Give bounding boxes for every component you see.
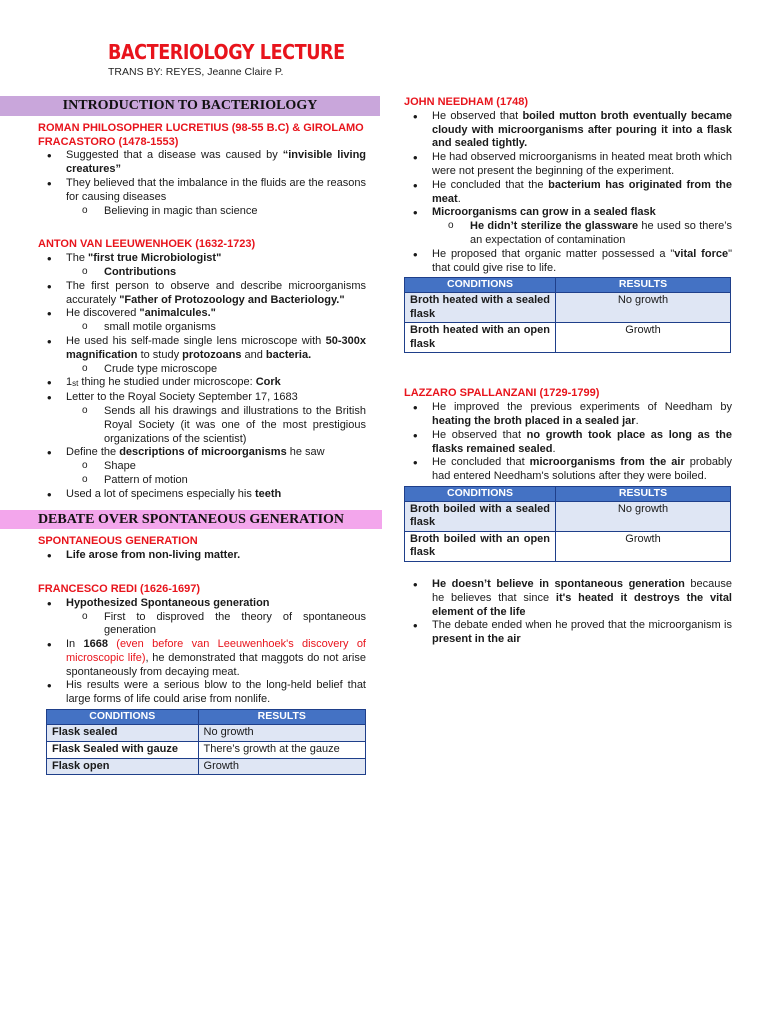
list-item: • The debate ended when he proved that the microorganism is present in the air [404,619,732,647]
sub-list-item: o Contributions [38,266,366,280]
list-item: • Define the descriptions of microorganisms he saw [38,446,366,460]
heading-redi: FRANCESCO REDI (1626-1697) [38,582,200,595]
list-item: • Microorganisms can grow in a sealed flask [404,206,732,220]
heading-leeuwenhoek: ANTON VAN LEEUWENHOEK (1632-1723) [38,238,256,251]
redi-results-table [46,709,366,775]
leeuwenhoek-list [38,252,366,501]
table-header: CONDITIONS [47,710,199,725]
table-header: CONDITIONS [405,278,556,293]
table-header: CONDITIONS [405,486,556,501]
left-column [38,96,366,775]
list-item: • He concluded that microorganisms from the air probably had entered Needham's solutions after they were boiled. [404,456,732,484]
sub-list-item: o small motile organisms [38,321,366,335]
list-item: • They believed that the imbalance in the fluids are the reasons for causing diseases [38,177,366,205]
list-item: • Hypothesized Spontaneous generation [38,597,366,611]
list-item: • He had observed microorganisms in heated meat broth which were not present the beginning of the experiment. [404,151,732,179]
spallanzani-results-table [404,486,731,562]
sub-list-item: o Pattern of motion [38,474,366,488]
sub-list-item: o First to disproved the theory of spontaneous generation [38,611,366,639]
right-column [404,96,732,647]
list-item: • He used his self-made single lens microscope with 50-300x magnification to study protozoans and bacteria. [38,335,366,363]
list-item: • The "first true Microbiologist" [38,252,366,266]
spallanzani-conclusion-list [404,578,732,647]
page-title: BACTERIOLOGY LECTURE [108,40,345,64]
list-item: • He discovered "animalcules." [38,307,366,321]
list-item: • He concluded that the bacterium has originated from the meat. [404,179,732,207]
heading-lucretius: ROMAN PHILOSOPHER LUCRETIUS (98-55 B.C) & GIROLAMO FRACASTORO (1478-1553) [38,121,364,148]
list-item: • He improved the previous experiments of Needham by heating the broth placed in a sealed jar. [404,401,732,429]
sub-list-item: o He didn’t sterilize the glassware he used so there’s an expectation of contamination [404,220,732,248]
table-row: Broth heated with an open flask Growth [405,323,731,353]
table-row: Flask open Growth [47,758,366,775]
list-item: • He proposed that organic matter possessed a "vital force" that could give rise to life. [404,248,732,276]
list-item: • 1st thing he studied under microscope: Cork [38,376,366,391]
needham-list [404,110,732,276]
list-item: • His results were a serious blow to the long-held belief that large forms of life could arise from nonlife. [38,679,366,707]
list-item: • The first person to observe and describe microorganisms accurately "Father of Protozoology and Bacteriology." [38,280,366,308]
needham-results-table [404,277,731,353]
table-header: RESULTS [198,710,365,725]
section-banner-introduction: INTRODUCTION TO BACTERIOLOGY [0,96,380,116]
list-item: • Life arose from non-living matter. [38,549,366,563]
spallanzani-list [404,401,732,484]
sub-list-item: o Believing in magic than science [38,205,366,219]
spontaneous-list [38,549,366,563]
lucretius-list [38,149,366,218]
table-header: RESULTS [556,486,731,501]
sub-list-item: o Sends all his drawings and illustrations to the British Royal Society (it was one of the most prestigious organizations of the scientist) [38,405,366,446]
table-header: RESULTS [556,278,731,293]
table-row: Broth heated with a sealed flask No growth [405,293,731,323]
list-item: • He doesn’t believe in spontaneous generation because he believes that since it's heated it destroys the vital element of the life [404,578,732,619]
list-item: • In 1668 (even before van Leeuwenhoek's discovery of microscopic life), he demonstrated that maggots do not arise spontaneously from decaying meat. [38,638,366,679]
list-item: • He observed that no growth took place as long as the flasks remained sealed. [404,429,732,457]
list-item: • Letter to the Royal Society September 17, 1683 [38,391,366,405]
heading-spontaneous-generation: SPONTANEOUS GENERATION [38,535,198,548]
heading-needham: JOHN NEEDHAM (1748) [404,96,529,108]
table-row: Flask sealed No growth [47,725,366,742]
sub-list-item: o Crude type microscope [38,363,366,377]
sub-list-item: o Shape [38,460,366,474]
list-item: • Used a lot of specimens especially his teeth [38,488,366,502]
table-row: Broth boiled with a sealed flask No growth [405,501,731,531]
list-item: • Suggested that a disease was caused by “invisible living creatures” [38,149,366,177]
table-row: Flask Sealed with gauze There’s growth at the gauze [47,741,366,758]
heading-spallanzani: LAZZARO SPALLANZANI (1729-1799) [404,387,600,400]
translator-credit: TRANS BY: REYES, Jeanne Claire P. [108,66,284,78]
table-row: Broth boiled with an open flask Growth [405,531,731,561]
section-banner-spontaneous-generation: DEBATE OVER SPONTANEOUS GENERATION [0,510,382,530]
list-item: • He observed that boiled mutton broth eventually became cloudy with microorganisms after pouring it into a flask and sealed tightly. [404,110,732,151]
redi-list [38,597,366,707]
